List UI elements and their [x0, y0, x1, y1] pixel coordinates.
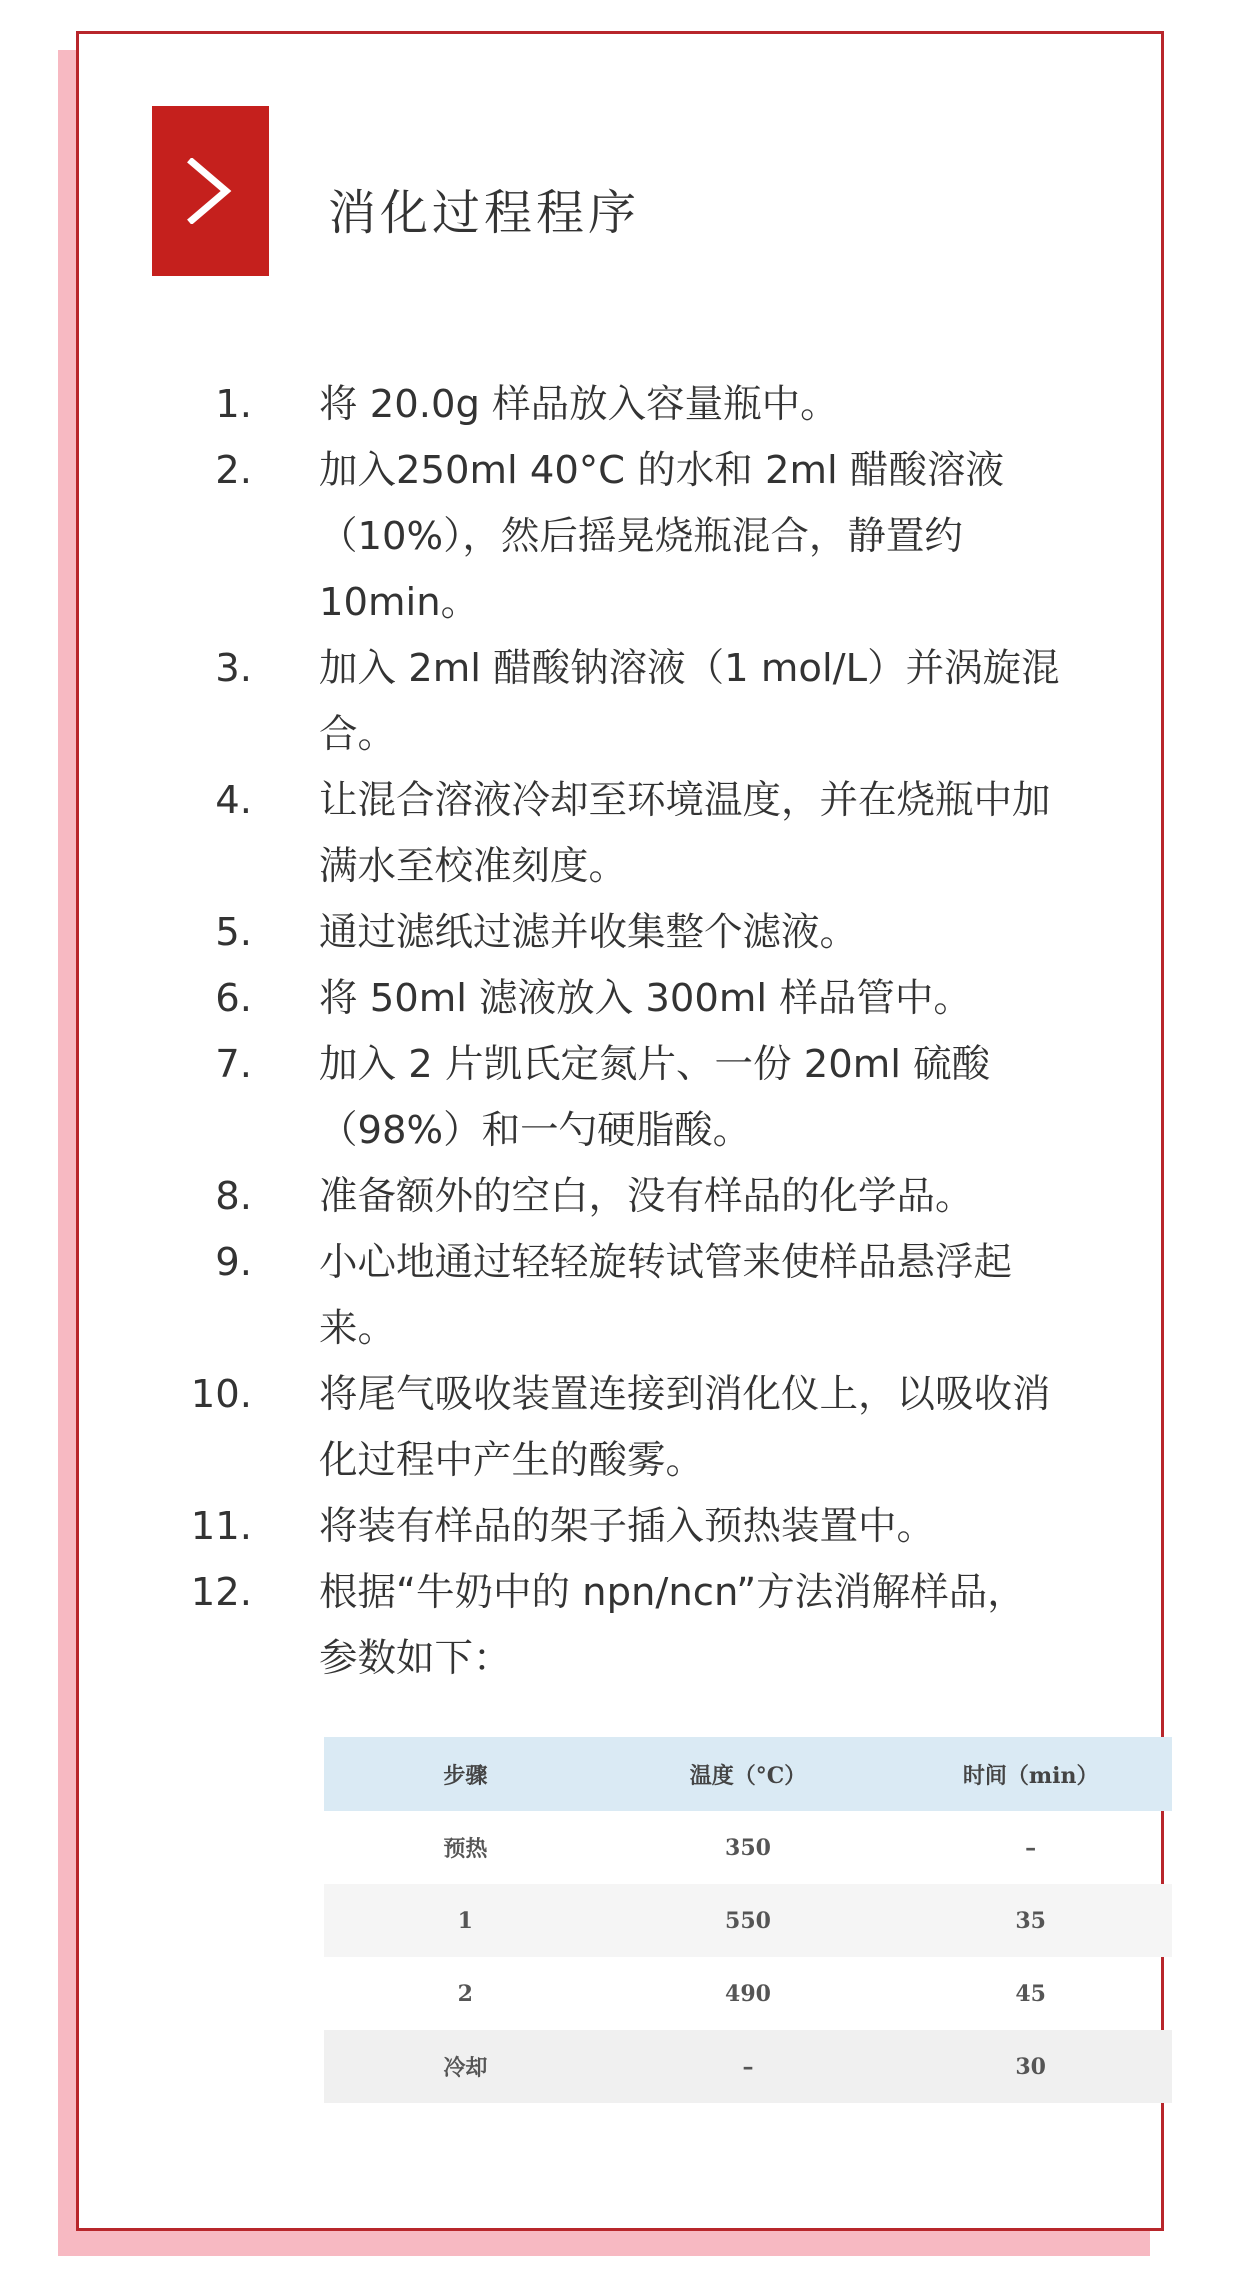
list-item	[152, 768, 1142, 900]
step-text: 准备额外的空白，没有样品的化学品。	[319, 1174, 974, 1219]
step-number: 10.	[190, 1372, 252, 1417]
step-text: （98%）和一勺硬脂酸。	[319, 1108, 752, 1153]
section-title: 消化过程程序	[328, 185, 641, 241]
table-cell: 30	[1015, 2053, 1046, 2080]
step-text: 将尾气吸收装置连接到消化仪上，以吸收消	[319, 1372, 1051, 1417]
steps-list	[152, 372, 1142, 1692]
step-text: 10min。	[319, 580, 480, 625]
step-text: 通过滤纸过滤并收集整个滤液。	[319, 910, 859, 955]
step-text: 将 50ml 滤液放入 300ml 样品管中。	[319, 976, 972, 1021]
content-card	[76, 31, 1164, 2231]
table-cell: 2	[457, 1980, 473, 2007]
table-cell: –	[1025, 1834, 1037, 1861]
list-item	[152, 1362, 1142, 1494]
step-text: 加入 2 片凯氏定氮片、一份 20ml 硫酸	[319, 1042, 991, 1087]
list-item	[152, 1560, 1142, 1692]
step-text: 参数如下：	[319, 1636, 512, 1681]
table-header-cell: 温度（°C）	[689, 1762, 807, 1789]
table-row	[324, 1811, 1172, 1884]
step-number: 4.	[215, 778, 252, 823]
table-cell: 45	[1015, 1980, 1046, 2007]
table-cell: 490	[725, 1980, 771, 2007]
step-number: 6.	[215, 976, 252, 1021]
step-number: 3.	[215, 646, 252, 691]
step-text: 化过程中产生的酸雾。	[319, 1438, 705, 1483]
step-text: 根据“牛奶中的 npn/ncn”方法消解样品，	[319, 1570, 1026, 1615]
step-text: 合。	[319, 712, 397, 757]
step-number: 2.	[215, 448, 252, 493]
table-cell: –	[742, 2053, 754, 2080]
step-text: 将 20.0g 样品放入容量瓶中。	[319, 382, 839, 427]
list-item	[152, 1230, 1142, 1362]
list-item	[152, 900, 1142, 966]
list-item	[152, 636, 1142, 768]
table-cell: 预热	[443, 1836, 488, 1862]
table-header-row	[324, 1737, 1172, 1811]
step-number: 12.	[190, 1570, 252, 1615]
step-text: 来。	[319, 1306, 397, 1351]
step-text: 让混合溶液冷却至环境温度，并在烧瓶中加	[319, 778, 1051, 823]
table-cell: 35	[1015, 1907, 1046, 1934]
step-text: 加入 2ml 醋酸钠溶液（1 mol/L）并涡旋混	[319, 646, 1060, 691]
table-cell: 冷却	[443, 2055, 488, 2081]
step-text: 加入250ml 40°C 的水和 2ml 醋酸溶液	[319, 448, 1004, 493]
table-header-cell: 步骤	[443, 1762, 488, 1789]
step-text: 满水至校准刻度。	[319, 844, 628, 889]
table-header-cell: 时间（min）	[962, 1762, 1099, 1789]
step-number: 5.	[215, 910, 252, 955]
list-item	[152, 1494, 1142, 1560]
step-number: 1.	[215, 382, 252, 427]
table-cell: 350	[725, 1834, 771, 1861]
step-number: 7.	[215, 1042, 252, 1087]
step-number: 11.	[190, 1504, 252, 1549]
table-row	[324, 2030, 1172, 2103]
list-item	[152, 966, 1142, 1032]
step-number: 8.	[215, 1174, 252, 1219]
parameters-table	[324, 1737, 1172, 2103]
step-number: 9.	[215, 1240, 252, 1285]
step-text: （10%），然后摇晃烧瓶混合，静置约	[319, 514, 963, 559]
list-item	[152, 438, 1142, 636]
table-row	[324, 1957, 1172, 2030]
list-item	[152, 1164, 1142, 1230]
step-text: 将装有样品的架子插入预热装置中。	[319, 1504, 936, 1549]
list-item	[152, 1032, 1142, 1164]
list-item	[152, 372, 1142, 438]
table-cell: 550	[725, 1907, 771, 1934]
step-text: 小心地通过轻轻旋转试管来使样品悬浮起	[319, 1240, 1013, 1285]
table-row	[324, 1884, 1172, 1957]
table-cell: 1	[457, 1907, 473, 1934]
chevron-right-icon	[152, 106, 269, 276]
